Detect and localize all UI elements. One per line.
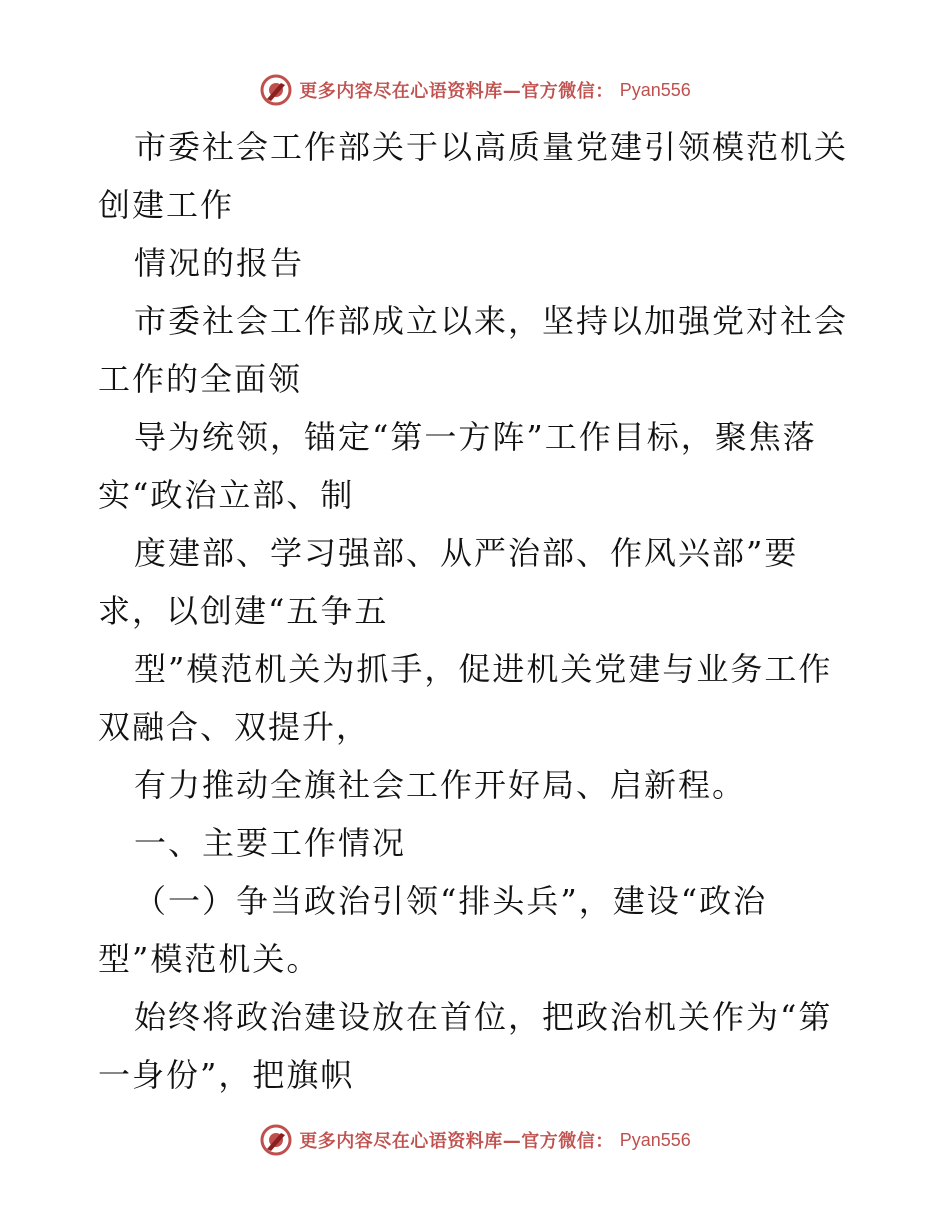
banner-text: 更多内容尽在心语资料库—官方微信： [299, 81, 614, 102]
section-heading: 一、主要工作情况 [134, 824, 407, 862]
banner-text: 更多内容尽在心语资料库—官方微信： [299, 1131, 614, 1152]
paragraph-line: 双融合、双提升， [98, 708, 371, 746]
paragraph-line: 导为统领，锚定“第一方阵”工作目标，聚焦落 [134, 418, 817, 456]
title-line: 情况的报告 [134, 244, 305, 282]
header-banner [0, 70, 950, 110]
paragraph-line: 市委社会工作部成立以来，坚持以加强党对社会 [134, 302, 849, 340]
paragraph-line: 有力推动全旗社会工作开好局、启新程。 [134, 766, 747, 804]
paragraph-line: 一身份”，把旗帜 [98, 1056, 355, 1094]
paragraph-line: 始终将政治建设放在首位，把政治机关作为“第 [134, 998, 833, 1036]
subsection-heading: 型”模范机关。 [98, 940, 321, 978]
paragraph-line: 工作的全面领 [98, 360, 303, 398]
banner-contact: Pyan556 [619, 1129, 691, 1150]
footer-banner [0, 1120, 950, 1160]
paragraph-line: 求，以创建“五争五 [98, 592, 389, 630]
subsection-heading: （一）争当政治引领“排头兵”，建设“政治 [134, 882, 768, 920]
title-line: 创建工作 [98, 186, 235, 224]
logo-icon [259, 1123, 293, 1157]
paragraph-line: 型”模范机关为抓手，促进机关党建与业务工作 [134, 650, 833, 688]
document-body [98, 118, 868, 1104]
paragraph-line: 实“政治立部、制 [98, 476, 355, 514]
paragraph-line: 度建部、学习强部、从严治部、作风兴部”要 [134, 534, 799, 572]
title-line: 市委社会工作部关于以高质量党建引领模范机关 [134, 128, 849, 166]
logo-icon [259, 73, 293, 107]
banner-contact: Pyan556 [619, 79, 691, 100]
